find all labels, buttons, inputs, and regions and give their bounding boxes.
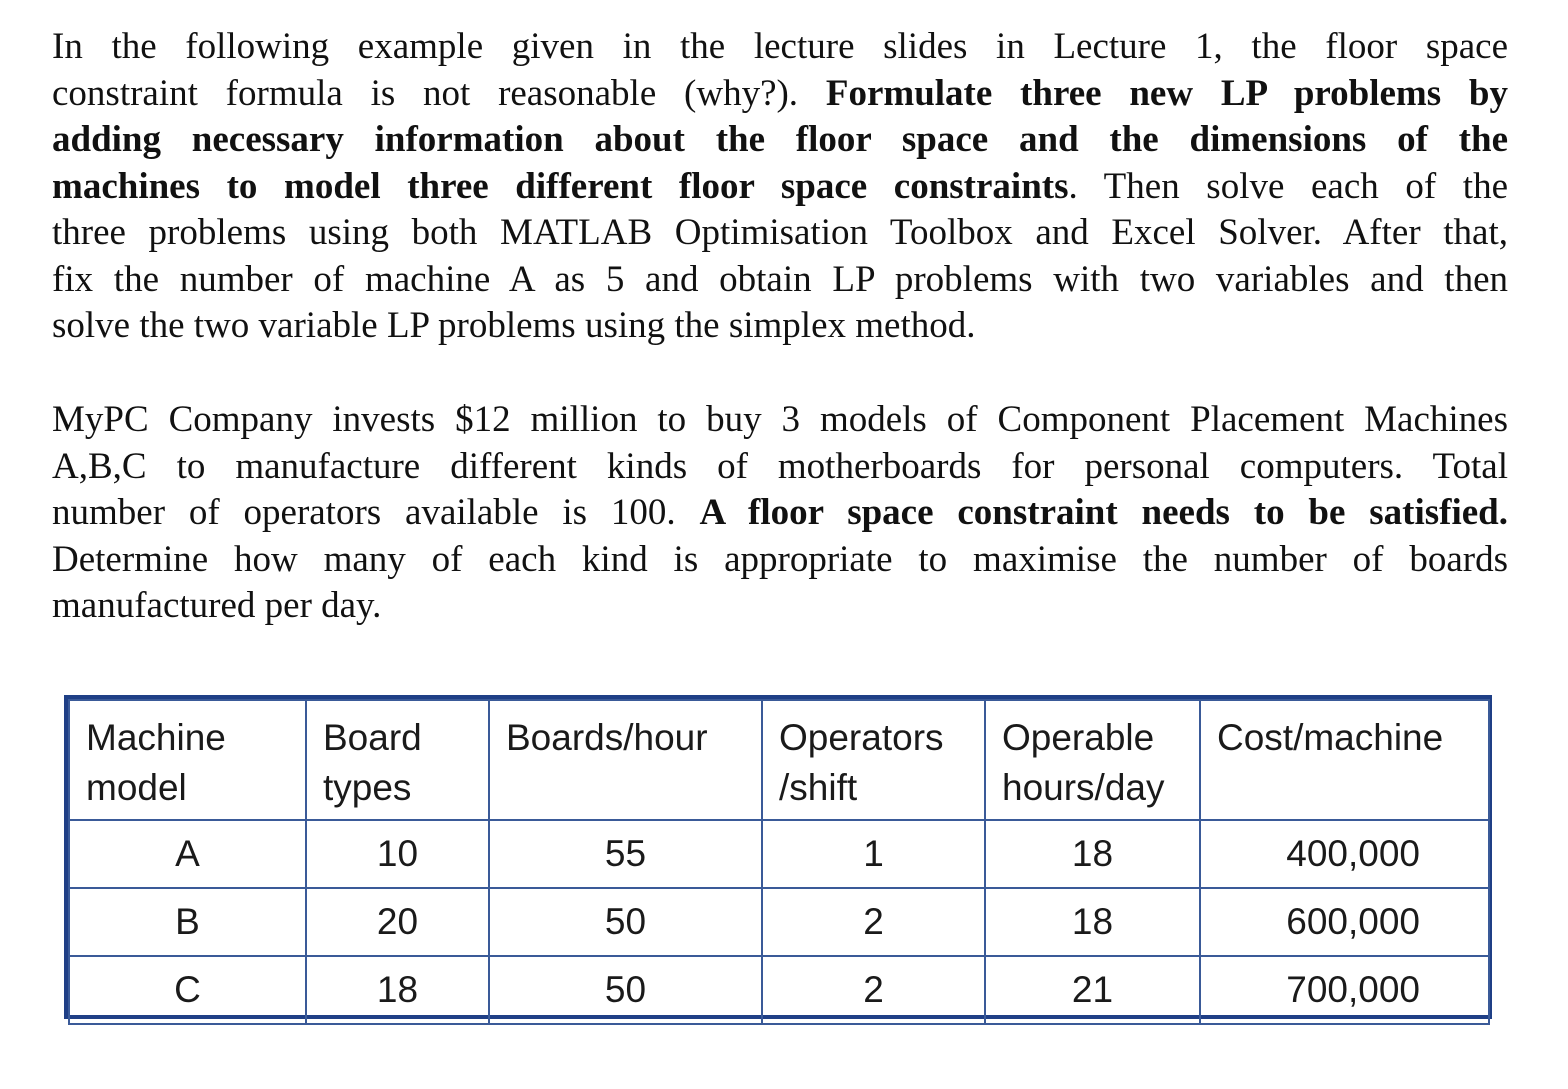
- cell-operators: 2: [762, 956, 985, 1024]
- table-row: [69, 820, 1489, 888]
- plain-text: constraint formula is not reasonable (why?).: [52, 72, 826, 114]
- header-machine-model: Machine model: [69, 700, 306, 820]
- cell-model: A: [69, 820, 306, 888]
- cell-board-types: 10: [306, 820, 489, 888]
- header-cost-machine: Cost/machine: [1200, 700, 1489, 820]
- table-header-row: [69, 700, 1489, 820]
- paragraph-line: A,B,C to manufacture different kinds of motherboards for personal computers. Total: [52, 445, 1508, 487]
- cell-hours: 18: [985, 888, 1200, 956]
- plain-text: number of operators available is 100.: [52, 492, 700, 533]
- table-row: [69, 888, 1489, 956]
- paragraph-line: MyPC Company invests $12 million to buy 3 models of Component Placement Machines: [52, 399, 1508, 440]
- cell-hours: 18: [985, 820, 1200, 888]
- bold-text: machines to model three different floor space constraints: [52, 165, 1069, 207]
- paragraph-line: Determine how many of each kind is appropriate to maximise the number of boards: [52, 538, 1508, 580]
- paragraph-line: fix the number of machine A as 5 and obtain LP problems with two variables and then: [52, 258, 1508, 300]
- paragraph-line: [52, 71, 1508, 118]
- cell-board-types: 20: [306, 888, 489, 956]
- cell-cost: 600,000: [1200, 888, 1489, 956]
- cell-cost: 700,000: [1200, 956, 1489, 1024]
- bold-text: adding necessary information about the floor space and the dimensions of the: [52, 119, 1508, 160]
- cell-operators: 1: [762, 820, 985, 888]
- cell-boards-hour: 50: [489, 956, 762, 1024]
- machine-table: [68, 699, 1490, 1025]
- paragraph-line: manufactured per day.: [52, 585, 382, 626]
- paragraph-line: [52, 490, 1508, 537]
- cell-operators: 2: [762, 888, 985, 956]
- cell-cost: 400,000: [1200, 820, 1489, 888]
- cell-board-types: 18: [306, 956, 489, 1024]
- cell-hours: 21: [985, 956, 1200, 1024]
- paragraph-line: three problems using both MATLAB Optimisation Toolbox and Excel Solver. After that,: [52, 212, 1508, 253]
- header-operators-shift: Operators /shift: [762, 700, 985, 820]
- header-board-types: Board types: [306, 700, 489, 820]
- instructions-paragraph: [52, 24, 1508, 350]
- bold-text: A floor space constraint needs to be satisfied.: [699, 492, 1508, 533]
- plain-text: . Then solve each of the: [1068, 165, 1508, 207]
- machine-table-frame: [64, 695, 1492, 1019]
- cell-model: B: [69, 888, 306, 956]
- cell-boards-hour: 55: [489, 820, 762, 888]
- cell-model: C: [69, 956, 306, 1024]
- bold-text: Formulate three new LP problems by: [825, 72, 1508, 114]
- table-row: [69, 956, 1489, 1024]
- paragraph-line: solve the two variable LP problems using the simplex method.: [52, 305, 976, 346]
- cell-boards-hour: 50: [489, 888, 762, 956]
- problem-paragraph: [52, 397, 1508, 630]
- header-operable-hours: Operable hours/day: [985, 700, 1200, 820]
- paragraph-line: [52, 164, 1508, 211]
- paragraph-line: In the following example given in the lecture slides in Lecture 1, the floor space: [52, 26, 1508, 67]
- header-boards-hour: Boards/hour: [489, 700, 762, 820]
- paragraph-line: [52, 117, 1508, 164]
